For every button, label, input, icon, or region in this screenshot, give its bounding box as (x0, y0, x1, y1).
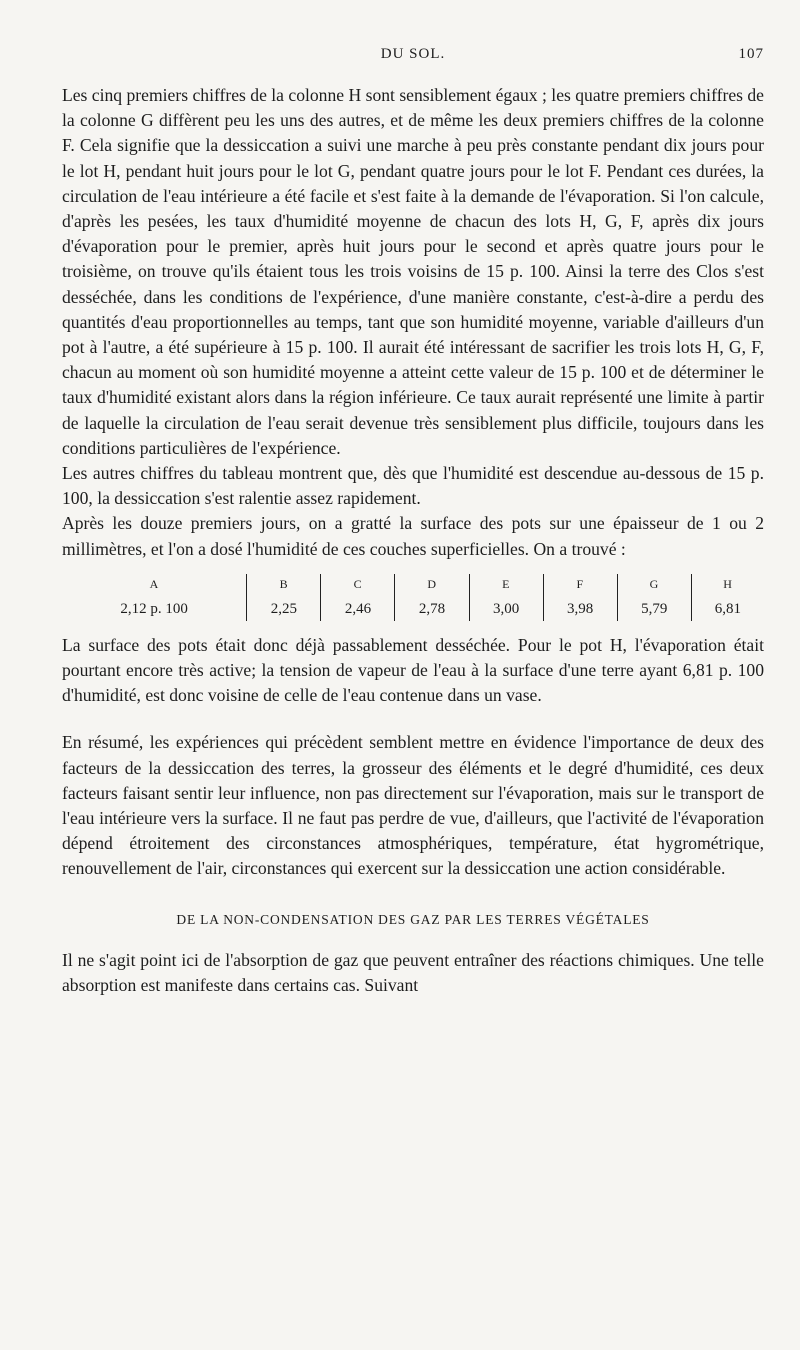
section-heading: DE LA NON-CONDENSATION DES GAZ PAR LES TERRES VÉGÉTALES (176, 911, 650, 927)
table-cell: 3,00 (469, 598, 543, 621)
table-cell: 2,46 (321, 598, 395, 621)
table-cell: 6,81 (691, 598, 764, 621)
table-cell: 2,12 p. 100 (120, 600, 188, 617)
paragraph-1: Les cinq premiers chiffres de la colonne H sont sensiblement égaux ; les quatre premiers chiffres de la colonne G diffèrent peu les uns des autres, et de même les deux premiers chiffres de la colonne F. Cela signifie que la dessiccation a suivi une marche à peu près constante pendant dix jours pour le lot H, pendant huit jours pour le lot G, pendant quatre jours pour le lot F. Pendant ces durées, la circulation de l'eau intérieure a été facile et s'est faite à la demande de l'évaporation. Si l'on calcule, d'après les pesées, les taux d'humidité moyenne de chacun des lots H, G, F, après dix jours d'évaporation pour le premier, après huit jours pour le second et après quatre jours pour le troisième, on trouve qu'ils étaient tous les trois voisins de 15 p. 100. Ainsi la terre des Clos s'est desséchée, dans les conditions de l'expérience, d'une manière constante, c'est-à-dire a perdu des quantités d'eau proportionnelles au temps, tant que son humidité moyenne, variable d'ailleurs d'un pot à l'autre, a été supérieure à 15 p. 100. Il aurait été intéressant de sacrifier les trois lots H, G, F, chacun au moment où son humidité moyenne a atteint cette valeur de 15 p. 100 et de déterminer le taux d'humidité existant alors dans la région inférieure. Ce taux aurait représenté une limite à partir de laquelle la circulation de l'eau serait devenue très sensiblement plus difficile, toujours dans les conditions particulières de l'expérience. (62, 85, 764, 458)
page-number: 107 (738, 46, 764, 62)
paragraph-6: Il ne s'agit point ici de l'absorption de gaz que peuvent entraîner des réactions chimiques. Une telle absorption est manifeste dans certains cas. Suivant (62, 949, 764, 995)
page (62, 46, 764, 998)
table-header: B (247, 574, 321, 598)
table-header: H (691, 574, 764, 598)
table-cell: 2,25 (247, 598, 321, 621)
table-cell: 3,98 (543, 598, 617, 621)
table-header: D (395, 574, 469, 598)
table-row (62, 598, 764, 621)
table-header-row (62, 574, 764, 598)
table-header: F (543, 574, 617, 598)
paragraph-3: Après les douze premiers jours, on a gratté la surface des pots sur une épaisseur de 1 ou 2 millimètres, et l'on a dosé l'humidité de ces couches superficielles. On a trouvé : (62, 513, 764, 559)
table-header: C (321, 574, 395, 598)
table-header: G (617, 574, 691, 598)
paragraph-2: Les autres chiffres du tableau montrent que, dès que l'humidité est descendue au-dessous de 15 p. 100, la dessiccation s'est ralentie assez rapidement. (62, 463, 764, 509)
paragraph-4: La surface des pots était donc déjà passablement desséchée. Pour le pot H, l'évaporation était pourtant encore très active; la tension de vapeur de l'eau à la surface d'une terre ayant 6,81 p. 100 d'humidité, est donc voisine de celle de l'eau contenue dans un vase. (62, 634, 764, 706)
running-header (62, 46, 764, 70)
table-cell: 2,78 (395, 598, 469, 621)
table-header: E (469, 574, 543, 598)
table-cell: 5,79 (617, 598, 691, 621)
running-title: DU SOL. (380, 46, 446, 62)
table-header: A (149, 576, 159, 591)
paragraph-5: En résumé, les expériences qui précèdent semblent mettre en évidence l'importance de deux des facteurs de la dessiccation des terres, la grosseur des éléments et le degré d'humidité, ces deux facteurs faisant sentir leur influence, non pas directement sur l'évaporation, mais sur le transport de l'eau intérieure vers la surface. Il ne faut pas perdre de vue, d'ailleurs, que l'activité de l'évaporation dépend étroitement des circonstances atmosphériques, température, état hygrométrique, renouvellement de l'air, circonstances qui exercent sur la dessiccation une action considérable. (62, 732, 764, 879)
humidity-table (62, 574, 764, 621)
